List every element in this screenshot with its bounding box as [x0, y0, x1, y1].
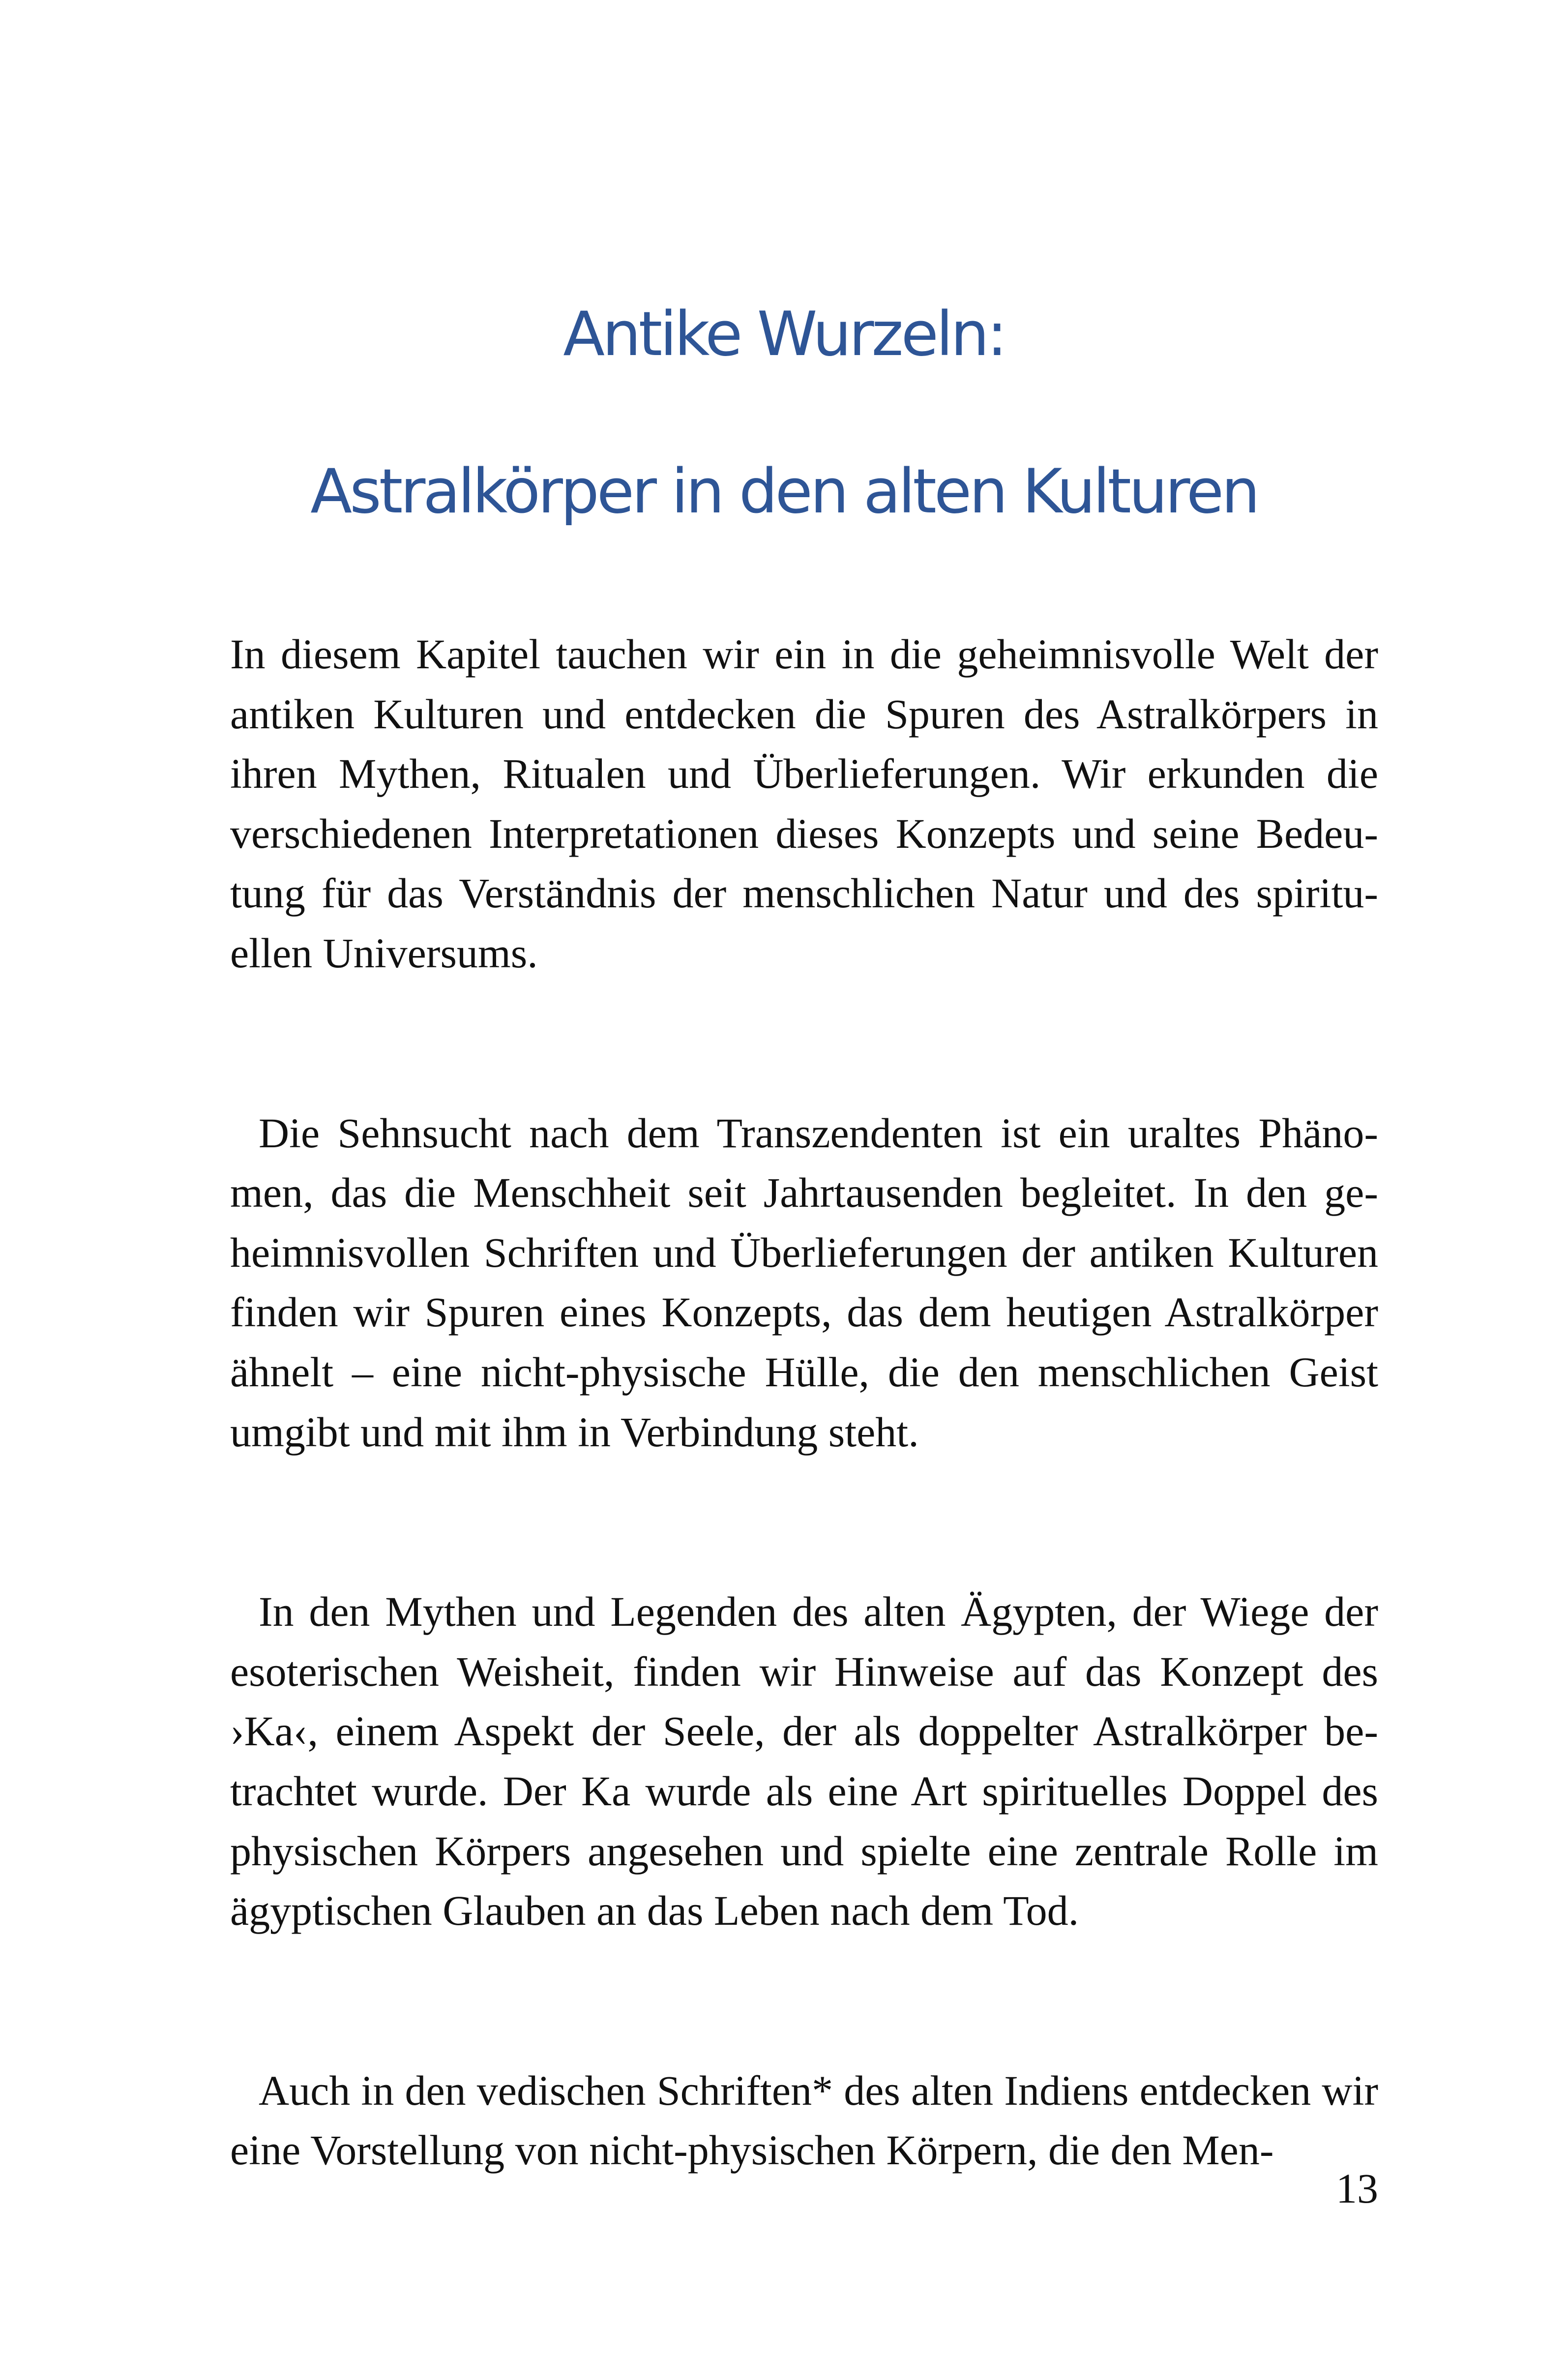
chapter-title-line-2: Astralkörper in den alten Kulturen: [310, 456, 1258, 527]
chapter-title-line-1: Antike Wurzeln:: [563, 299, 1005, 370]
paragraph-egypt: In den Mythen und Legenden des alten Ägypten, der Wiege der esoterischen Weisheit, finden wir Hinweise auf das Konzept des ›Ka‹, einem Aspekt der Seele, der als doppelter Astralkörper betrachtet wurde. Der Ka wurde als eine Art spirituelles Doppel des physischen Körpers angesehen und spielte eine zentrale Rolle im ägyptischen Glauben an das Leben nach dem Tod.: [230, 1588, 1378, 1935]
body-text: [230, 625, 1378, 2180]
page-number: 13: [1336, 2165, 1378, 2212]
paragraph-intro: In diesem Kapitel tauchen wir ein in die geheimnisvolle Welt der antiken Kulturen und entdecken die Spuren des Astralkörpers in ihren Mythen, Ritualen und Überlieferungen. Wir erkunden die verschiedenen Interpretationen dieses Konzepts und seine Bedeutung für das Verständnis der menschlichen Natur und des spirituellen Universums.: [230, 630, 1378, 977]
paragraph-india: Auch in den vedischen Schriften* des alten Indiens entdecken wir eine Vorstellung von nicht-physischen Körpern, die den Men-: [230, 2066, 1378, 2174]
paragraph-transcendence: Die Sehnsucht nach dem Transzendenten ist ein uraltes Phänomen, das die Menschheit seit Jahrtausenden begleitet. In den geheimnisvollen Schriften und Überlieferungen der antiken Kulturen finden wir Spuren eines Konzepts, das dem heutigen Astralkörper ähnelt – eine nicht-physische Hülle, die den menschlichen Geist umgibt und mit ihm in Verbindung steht.: [230, 1109, 1378, 1456]
chapter-title: [0, 256, 1568, 570]
